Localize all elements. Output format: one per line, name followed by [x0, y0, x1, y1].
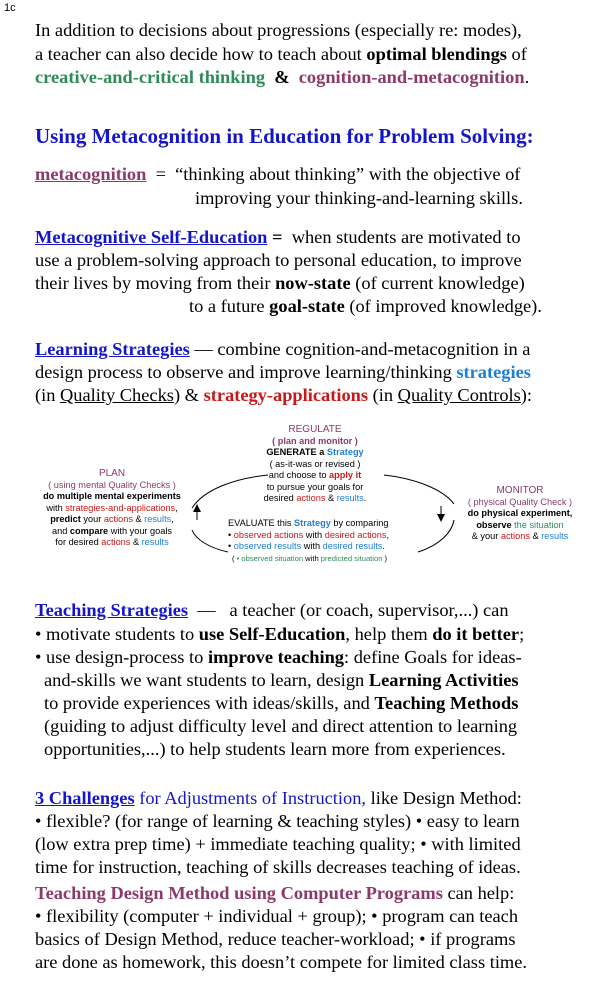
plan-line-7 — [32, 537, 192, 549]
do-it-better: do it better — [432, 624, 520, 644]
observed-results: observed results — [233, 541, 302, 551]
text: ) — [382, 553, 388, 563]
strategies-applications: strategies-and-applications — [65, 502, 176, 513]
section-heading: Using Metacognition in Education for Problem Solving: — [35, 124, 534, 148]
regulate-sub: ( plan and monitor ) — [272, 435, 358, 446]
bullet: • — [228, 529, 234, 540]
text: with — [303, 529, 325, 540]
actions: actions — [103, 514, 133, 524]
situation: the situation — [511, 519, 564, 530]
plan-line-6 — [32, 526, 192, 538]
monitor-line-4 — [450, 520, 590, 532]
adjustments-text: for Adjustments of Instruction, — [134, 788, 367, 808]
text: with — [303, 553, 321, 563]
teaching-bullet-2-line-3 — [35, 692, 518, 715]
text: their lives by moving from their — [35, 273, 276, 293]
plan-line-4 — [32, 503, 192, 515]
amp: & — [529, 531, 542, 541]
text: , — [175, 502, 178, 513]
actions: actions — [500, 531, 530, 541]
amp: & — [130, 537, 142, 547]
ampersand: & — [274, 67, 290, 87]
strategy: Strategy — [326, 447, 364, 457]
observed-actions: observed actions — [233, 529, 304, 540]
actions: actions — [296, 493, 326, 503]
regulate-block — [240, 424, 390, 505]
plan-line-5 — [32, 514, 192, 526]
quality-controls: Quality Controls — [397, 385, 521, 405]
text: to a future — [189, 296, 270, 316]
regulate-line-4: ( as-it-was or revised ) — [269, 458, 361, 469]
learning-strategies-term: Learning Strategies — [35, 339, 190, 359]
text: (in — [35, 385, 61, 405]
page-label: 1c — [4, 2, 16, 14]
results: results — [144, 514, 172, 524]
teaching-methods: Teaching Methods — [374, 693, 519, 713]
intro-line-1: In addition to decisions about progressions (especially re: modes), — [35, 20, 522, 40]
actions: actions — [101, 537, 131, 547]
text: , — [171, 514, 174, 524]
text: your — [80, 514, 104, 524]
equals: = — [155, 164, 166, 184]
arc-top-right — [384, 475, 454, 504]
regulate-line-3 — [240, 447, 390, 459]
amp: & — [132, 514, 145, 524]
regulate-line-7 — [240, 493, 390, 505]
apply-it: apply it — [329, 470, 362, 480]
challenges-line-2: • flexible? (for range of learning & teaching styles) • easy to learn — [35, 811, 520, 831]
intro-text-end: of — [506, 44, 527, 64]
evaluate-line-2 — [228, 530, 418, 542]
text: and — [51, 525, 70, 536]
evaluate-line-4 — [228, 553, 418, 565]
teaching-design-method: Teaching Design Method using Computer Programs — [35, 883, 443, 903]
text: by comparing — [330, 518, 389, 528]
teaching-bullet-2-line-2 — [35, 669, 519, 692]
monitor-sub: ( physical Quality Check ) — [467, 496, 573, 507]
results: results — [541, 531, 569, 541]
quality-checks: Quality Checks — [60, 385, 174, 405]
text: and choose to — [268, 470, 330, 480]
teaching-strategies-term: Teaching Strategies — [35, 600, 189, 620]
three-challenges-term: 3 Challenges — [35, 788, 135, 808]
text: like Design Method: — [366, 788, 522, 808]
challenges-line-6: • flexibility (computer + individual + group); • program can teach — [35, 906, 519, 926]
text: , — [386, 529, 390, 540]
now-state: now-state — [275, 273, 351, 293]
generate: GENERATE a — [266, 447, 327, 457]
text: a teacher (or coach, supervisor,...) can — [229, 600, 509, 620]
text: . — [363, 493, 367, 503]
teaching-line-1 — [35, 599, 509, 622]
compare: compare — [69, 525, 109, 536]
results: results — [141, 537, 169, 547]
creative-critical-term: creative-and-critical thinking — [35, 67, 266, 87]
teaching-bullet-1 — [35, 623, 524, 646]
desired-actions: desired actions — [324, 529, 387, 540]
monitor-title: MONITOR — [496, 485, 544, 496]
dash: — — [197, 600, 216, 620]
text: , help them — [345, 624, 433, 644]
text: with — [301, 541, 323, 551]
challenges-line-5 — [35, 882, 514, 905]
evaluate-line-3 — [228, 541, 418, 553]
dash: — — [194, 339, 213, 359]
definition-text: when students are motivated to — [291, 227, 521, 247]
arc-bottom-left — [192, 530, 228, 552]
teaching-bullet-2-line-5: opportunities,...) to help students learn more from experiences. — [44, 739, 506, 759]
monitor-block — [450, 485, 590, 543]
amp: & — [325, 493, 337, 503]
text: for desired — [55, 537, 102, 547]
text: ; — [519, 624, 525, 644]
text: ) & — [173, 385, 204, 405]
text: • use design-process to — [35, 647, 208, 667]
bullet: • — [236, 553, 242, 563]
monitor-line-5 — [450, 531, 590, 543]
text: • motivate students to — [35, 624, 199, 644]
strategy: Strategy — [294, 518, 331, 528]
plan-title: PLAN — [98, 468, 126, 479]
plan-line-3: do multiple mental experiments — [43, 491, 181, 501]
challenges-line-4: time for instruction, teaching of skills decreases teaching of ideas. — [35, 857, 521, 877]
improve-teaching: improve teaching — [207, 647, 344, 667]
challenges-line-1 — [35, 787, 522, 810]
text: ): — [520, 385, 533, 405]
text: (of current knowledge) — [350, 273, 525, 293]
text: . — [382, 541, 385, 551]
observe: observe — [476, 519, 512, 530]
predict: predict — [50, 514, 81, 524]
monitor-line-3: do physical experiment, — [467, 508, 573, 518]
self-education-term: Metacognitive Self-Education — [35, 227, 268, 247]
observed-situation: observed situation — [241, 553, 304, 563]
challenges-line-8: are done as homework, this doesn’t compete for limited class time. — [35, 952, 527, 972]
arc-bottom-right — [418, 520, 454, 552]
regulate-line-6: to pursue your goals for — [266, 481, 364, 492]
text: ( — [232, 553, 237, 563]
use-self-education: use Self-Education — [198, 624, 346, 644]
plan-block — [32, 468, 192, 549]
predicted-situation: predicted situation — [320, 553, 383, 563]
text: combine cognition-and-metacognition in a — [217, 339, 531, 359]
intro-text: a teacher can also decide how to teach about — [35, 44, 367, 64]
text: with your goals — [108, 525, 173, 536]
metacognition-term: metacognition — [35, 164, 147, 184]
text: can help: — [442, 883, 515, 903]
strategies-term: strategies — [456, 362, 531, 382]
text: (in — [368, 385, 398, 405]
text: desired — [263, 493, 297, 503]
goal-state: goal-state — [269, 296, 345, 316]
text: to provide experiences with ideas/skills, and — [44, 693, 375, 713]
text: : define Goals for ideas- — [344, 647, 522, 667]
text: (of improved knowledge). — [344, 296, 542, 316]
strategy-applications: strategy-applications — [203, 385, 369, 405]
text: and-skills we want students to learn, design — [44, 670, 369, 690]
cognition-term: cognition-and-metacognition — [298, 67, 525, 87]
optimal-blendings: optimal blendings — [366, 44, 507, 64]
teaching-bullet-2-line-4: (guiding to adjust difficulty level and direct attention to learning — [44, 716, 518, 736]
plan-sub: ( using mental Quality Checks ) — [48, 479, 176, 490]
period: . — [524, 67, 530, 87]
text: with — [46, 502, 66, 513]
challenges-line-7: basics of Design Method, reduce teacher-workload; • if programs — [35, 929, 516, 949]
results: results — [336, 493, 364, 503]
desired-results: desired results — [322, 541, 383, 551]
metacognition-definition-2: improving your thinking-and-learning skills. — [195, 188, 523, 208]
text: design process to observe and improve learning/thinking — [35, 362, 457, 382]
regulate-title: REGULATE — [288, 424, 342, 435]
bullet: • — [228, 541, 234, 551]
evaluate-line-1 — [228, 518, 418, 530]
learning-activities: Learning Activities — [368, 670, 519, 690]
regulate-line-5 — [240, 470, 390, 482]
definition-text: “thinking about thinking” with the objective of — [175, 164, 521, 184]
self-education-line-2: use a problem-solving approach to personal education, to improve — [35, 250, 522, 270]
teaching-bullet-2 — [35, 646, 522, 669]
evaluate-block — [228, 518, 418, 564]
equals: = — [272, 227, 283, 247]
text: EVALUATE this — [228, 518, 295, 528]
challenges-line-3: (low extra prep time) + immediate teaching quality; • with limited — [35, 834, 521, 854]
text: & your — [471, 531, 501, 541]
